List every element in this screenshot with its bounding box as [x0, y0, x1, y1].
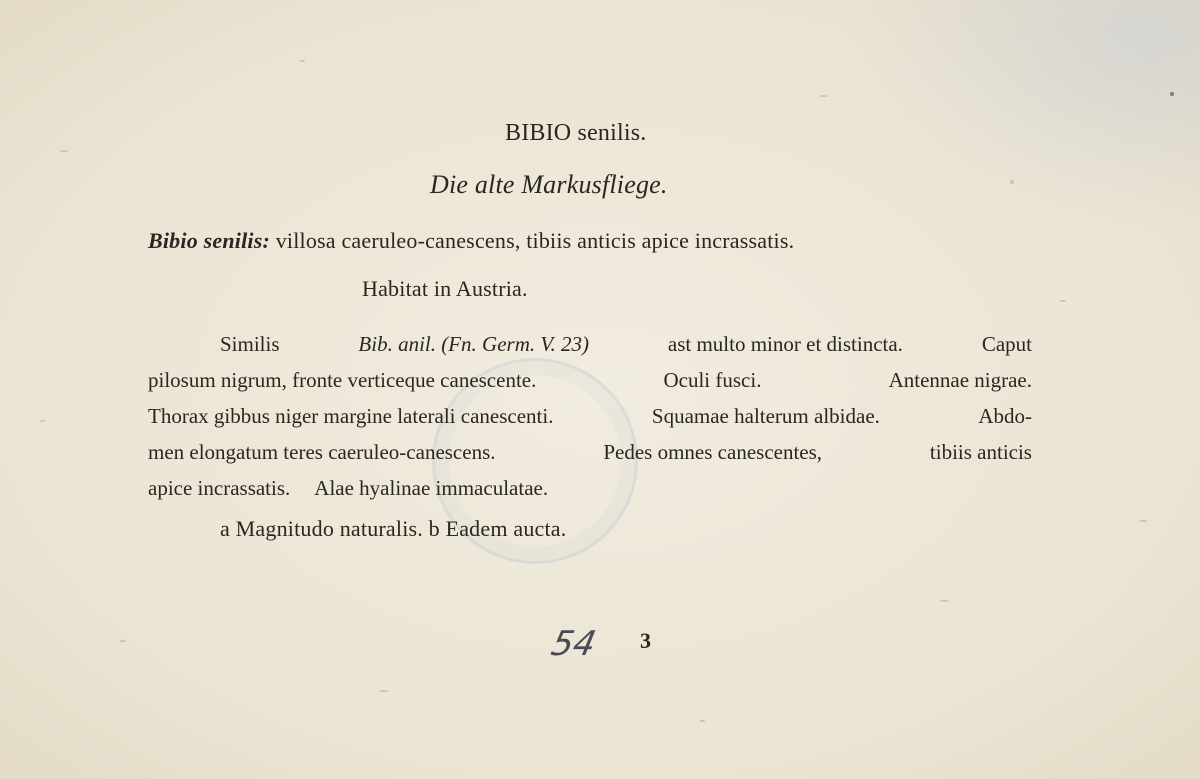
page-subtitle: Die alte Markusfliege.: [430, 170, 668, 199]
text-run: Pedes omnes canescentes,: [603, 440, 823, 464]
paper-speck: [1060, 300, 1066, 302]
text-run: Thorax gibbus niger margine laterali canescenti.: [148, 404, 554, 428]
paper-speck: [940, 600, 949, 602]
description-line: [148, 398, 1032, 434]
paper-speck: [300, 60, 305, 62]
text-run: Oculi fusci.: [663, 368, 762, 392]
text-run: tibiis anticis: [929, 440, 1032, 464]
handwritten-folio-number: 54: [547, 624, 600, 664]
text-run: Antennae nigrae.: [888, 368, 1032, 392]
printed-signature-mark: 3: [640, 628, 651, 653]
paper-speck: [40, 420, 45, 422]
description-line: [148, 470, 1032, 506]
paper-speck: [1140, 520, 1147, 522]
text-run: pilosum nigrum, fronte verticeque canescente.: [148, 368, 537, 392]
page-title: BIBIO senilis.: [505, 120, 647, 146]
paper-speck: [820, 95, 827, 97]
paper-speck: [120, 640, 126, 642]
paper-speck: [380, 690, 388, 692]
text-run: Alae hyalinae immaculatae.: [314, 476, 549, 500]
text-run: ast multo minor et distincta.: [667, 332, 903, 356]
text-run: apice incrassatis.: [148, 476, 291, 500]
description-line: [148, 434, 1032, 470]
citation: Bib. anil. (Fn. Germ. V. 23): [358, 332, 589, 356]
diagnosis-text: villosa caeruleo-canescens, tibiis anticis apice incrassatis.: [275, 228, 795, 253]
description-paragraph: [148, 326, 1032, 506]
text-run: men elongatum teres caeruleo-canescens.: [148, 440, 496, 464]
species-name: Bibio senilis:: [148, 228, 270, 253]
figure-captions: a Magnitudo naturalis. b Eadem aucta.: [220, 516, 567, 541]
species-diagnosis: [148, 228, 794, 254]
description-line: [148, 326, 1032, 362]
paper-speck: [700, 720, 705, 722]
paper-speck: [1170, 92, 1174, 96]
habitat-line: Habitat in Austria.: [362, 276, 528, 301]
text-run: Abdo-: [978, 404, 1032, 428]
text-run: Similis: [220, 332, 280, 356]
text-run: Caput: [981, 332, 1032, 356]
paper-speck: [60, 150, 68, 152]
text-run: Squamae halterum albidae.: [651, 404, 880, 428]
description-line: [148, 362, 1032, 398]
paper-speck: [1010, 180, 1014, 184]
